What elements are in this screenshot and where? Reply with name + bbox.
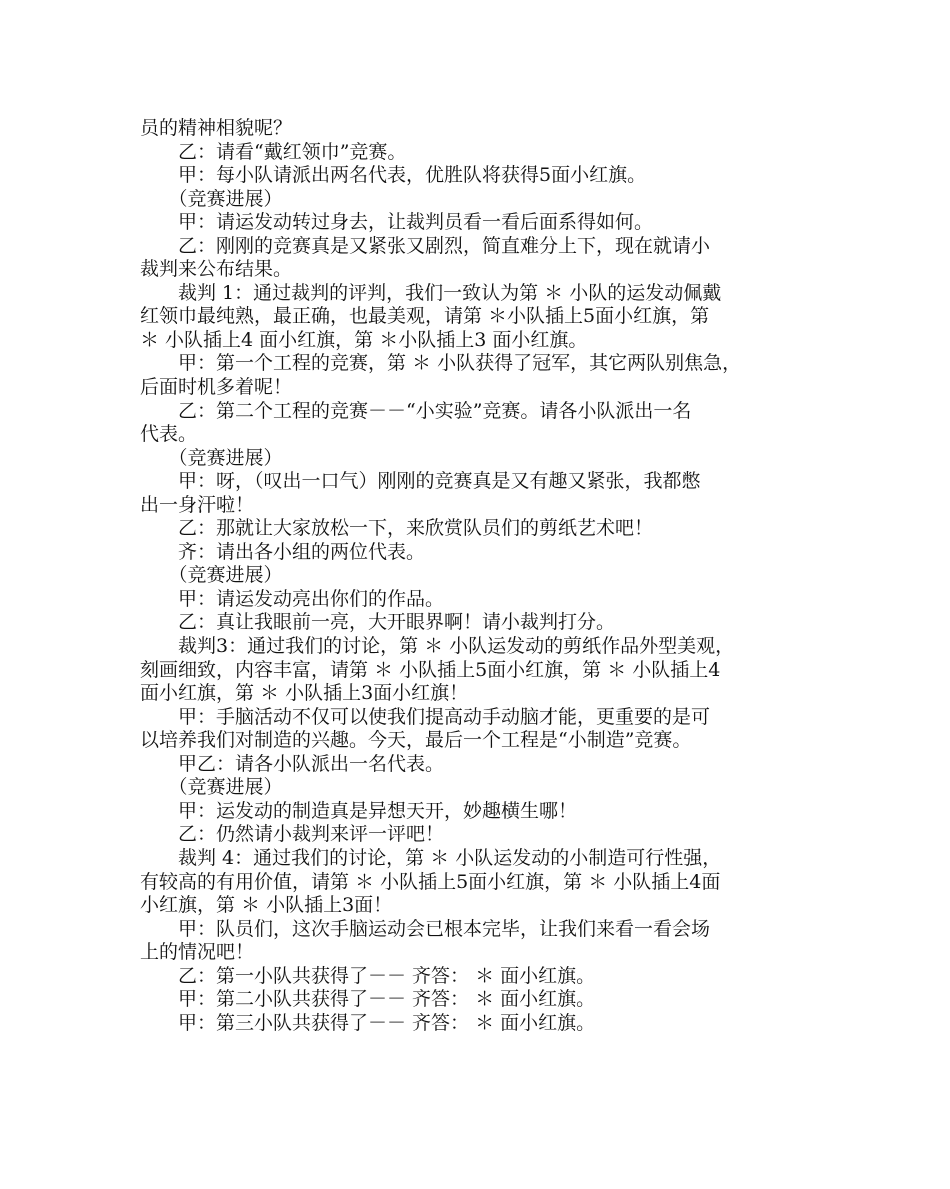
text-line: 甲：第三小队共获得了－－ 齐答： ＊ 面小红旗。 (140, 1011, 596, 1034)
text-line: 小红旗，第 ＊ 小队插上3面！ (140, 894, 393, 917)
text-line: 甲：请运发动转过身去，让裁判员看一看后面系得如何。 (140, 211, 654, 234)
text-line: 乙：第一小队共获得了－－ 齐答： ＊ 面小红旗。 (140, 964, 596, 987)
text-line: （竞赛进展） (140, 776, 283, 799)
text-line: 裁判 4：通过我们的讨论，第 ＊ 小队运发动的小制造可行性强， (140, 846, 722, 869)
text-line: 裁判来公布结果。 (140, 258, 293, 281)
text-line: 裁判3：通过我们的讨论，第 ＊ 小队运发动的剪纸作品外型美观， (140, 635, 735, 658)
text-line: 甲：手脑活动不仅可以使我们提高动手动脑才能，更重要的是可 (140, 705, 711, 728)
text-line: 上的情况吧！ (140, 941, 255, 964)
text-line: 齐：请出各小组的两位代表。 (140, 540, 426, 563)
text-line: 乙：第二个工程的竞赛－－“小实验”竞赛。请各小队派出一名 (140, 399, 692, 422)
text-line: 乙：仍然请小裁判来评一评吧！ (140, 823, 445, 846)
text-line: 甲：第一个工程的竞赛，第 ＊ 小队获得了冠军，其它两队别焦急， (140, 352, 742, 375)
text-line: 乙：那就让大家放松一下，来欣赏队员们的剪纸艺术吧！ (140, 517, 654, 540)
text-line: 甲：队员们，这次手脑运动会已根本完毕，让我们来看一看会场 (140, 917, 711, 940)
text-line: 乙：刚刚的竞赛真是又紧张又剧烈，简直难分上下，现在就请小 (140, 234, 711, 257)
text-line: 员的精神相貌呢？ (140, 117, 293, 139)
text-line: 甲乙：请各小队派出一名代表。 (140, 752, 445, 775)
text-line: 红领巾最纯熟，最正确，也最美观，请第 ＊小队插上5面小红旗，第 (140, 305, 710, 328)
text-line: 后面时机多着呢！ (140, 376, 293, 399)
text-line: 面小红旗，第 ＊ 小队插上3面小红旗！ (140, 682, 469, 705)
text-line: 代表。 (140, 423, 198, 446)
text-line: （竞赛进展） (140, 446, 283, 469)
text-line: 以培养我们对制造的兴趣。今天，最后一个工程是“小制造”竞赛。 (140, 729, 692, 752)
text-line: 有较高的有用价值，请第 ＊ 小队插上5面小红旗，第 ＊ 小队插上4面 (140, 870, 721, 893)
text-line: 甲：运发动的制造真是异想天开，妙趣横生哪！ (140, 799, 578, 822)
text-line: 出一身汗啦！ (140, 493, 255, 516)
text-line: 甲：呀，（叹出一口气）刚刚的竞赛真是又有趣又紧张，我都憋 (140, 470, 701, 493)
text-line: 乙：请看“戴红领巾”竞赛。 (140, 140, 407, 163)
text-line: （竞赛进展） (140, 564, 283, 587)
text-line: 乙：真让我眼前一亮，大开眼界啊！请小裁判打分。 (140, 611, 616, 634)
text-line: 甲：每小队请派出两名代表，优胜队将获得5面小红旗。 (140, 164, 647, 187)
text-line: 刻画细致，内容丰富，请第 ＊ 小队插上5面小红旗，第 ＊ 小队插上4 (140, 658, 721, 681)
text-line: 甲：第二小队共获得了－－ 齐答： ＊ 面小红旗。 (140, 988, 596, 1011)
text-line: 甲：请运发动亮出你们的作品。 (140, 587, 445, 610)
text-line: 裁判 1：通过裁判的评判，我们一致认为第 ＊ 小队的运发动佩戴 (140, 281, 722, 304)
document-page (140, 117, 830, 1035)
text-line: ＊ 小队插上4 面小红旗，第 ＊小队插上3 面小红旗。 (140, 328, 588, 351)
text-line: （竞赛进展） (140, 187, 283, 210)
